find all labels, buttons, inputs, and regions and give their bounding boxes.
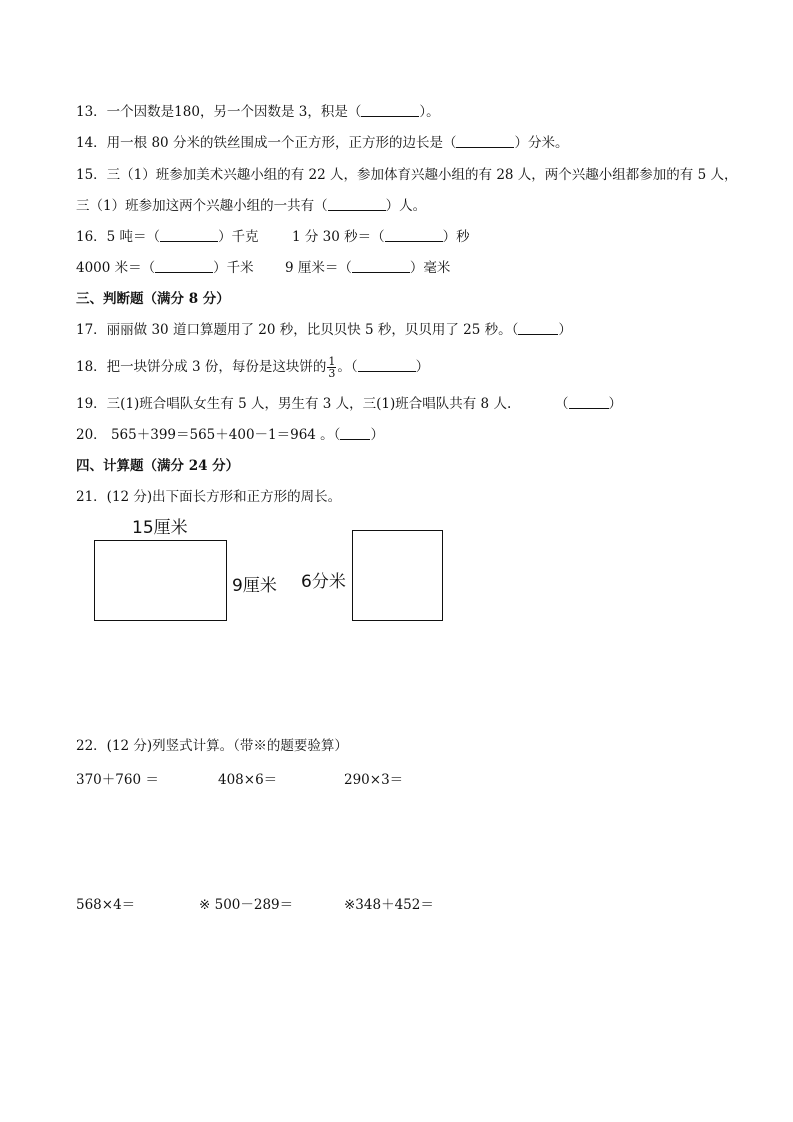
answer-blank[interactable] (456, 135, 514, 148)
square-shape (352, 530, 443, 621)
section-3-heading: 三、判断题（满分 8 分） (76, 291, 230, 307)
square-side-label: 6分米 (301, 572, 346, 592)
answer-blank[interactable] (352, 260, 410, 273)
question-16-row-2: 4000 米＝（ ）千米 (76, 260, 254, 276)
fraction: $\frac{1}{3}$ (328, 355, 336, 380)
calc-item: ※ 500－289＝ (199, 897, 294, 913)
answer-blank[interactable] (155, 260, 213, 273)
section-4-heading: 四、计算题（满分 24 分） (76, 458, 240, 474)
calc-item: 408×6＝ (218, 772, 278, 788)
answer-blank[interactable] (328, 198, 386, 211)
calc-item: 290×3＝ (344, 772, 404, 788)
question-21: 21．(12 分)出下面长方形和正方形的周长。 (76, 489, 342, 505)
answer-blank[interactable] (569, 396, 609, 409)
question-17: 17．丽丽做 30 道口算题用了 20 秒，比贝贝快 5 秒，贝贝用了 25 秒。（ ） (76, 322, 572, 338)
rectangle-width-label: 15厘米 (132, 518, 188, 538)
question-15-line-1 (76, 166, 737, 184)
question-18: 18．把一块饼分成 3 份，每份是这块饼的 $\frac{1}{3}$ 。（ ） (76, 355, 430, 380)
question-13-text: 13．一个因数是180，另一个因数是 3，积是（ (76, 104, 362, 120)
question-16-row-1: 16．5 吨＝（ ）千克 (76, 229, 259, 245)
question-15-line-2: 三（1）班参加这两个兴趣小组的一共有（ ）人。 (76, 198, 427, 214)
calc-item: ※348＋452＝ (344, 897, 434, 913)
question-16-row-2-b: 9 厘米＝（ ）毫米 (285, 260, 451, 276)
calc-item: 568×4＝ (76, 897, 136, 913)
question-16-row-1-b: 1 分 30 秒＝（ ）秒 (292, 229, 470, 245)
question-14: 14．用一根 80 分米的铁丝围成一个正方形，正方形的边长是（ ）分米。 (76, 135, 569, 151)
question-19: 19．三(1)班合唱队女生有 5 人，男生有 3 人，三(1)班合唱队共有 8 人. (76, 396, 512, 412)
rectangle-height-label: 9厘米 (232, 576, 277, 596)
answer-blank[interactable] (340, 427, 370, 440)
calc-item: 370＋760 ＝ (76, 772, 159, 788)
answer-blank[interactable] (160, 229, 218, 242)
question-14-text: 14．用一根 80 分米的铁丝围成一个正方形，正方形的边长是（ (76, 135, 457, 151)
answer-blank[interactable] (358, 359, 416, 372)
answer-blank[interactable] (361, 104, 419, 117)
question-15-text: 15．三（1）班参加美术兴趣小组的有 22 人，参加体育兴趣小组的有 28 人，两个兴趣小组都参加的有 5 人， (76, 167, 738, 183)
question-19-answer: （ ） (555, 396, 622, 412)
answer-blank[interactable] (385, 229, 443, 242)
question-22: 22．(12 分)列竖式计算。（带※的题要验算） (76, 738, 348, 754)
answer-blank[interactable] (518, 322, 558, 335)
question-13: 13．一个因数是180，另一个因数是 3，积是（ ）。 (76, 104, 440, 120)
rectangle-shape (94, 540, 227, 621)
question-20: 20． 565＋399＝565＋400－1＝964 。（ ） (76, 427, 384, 443)
